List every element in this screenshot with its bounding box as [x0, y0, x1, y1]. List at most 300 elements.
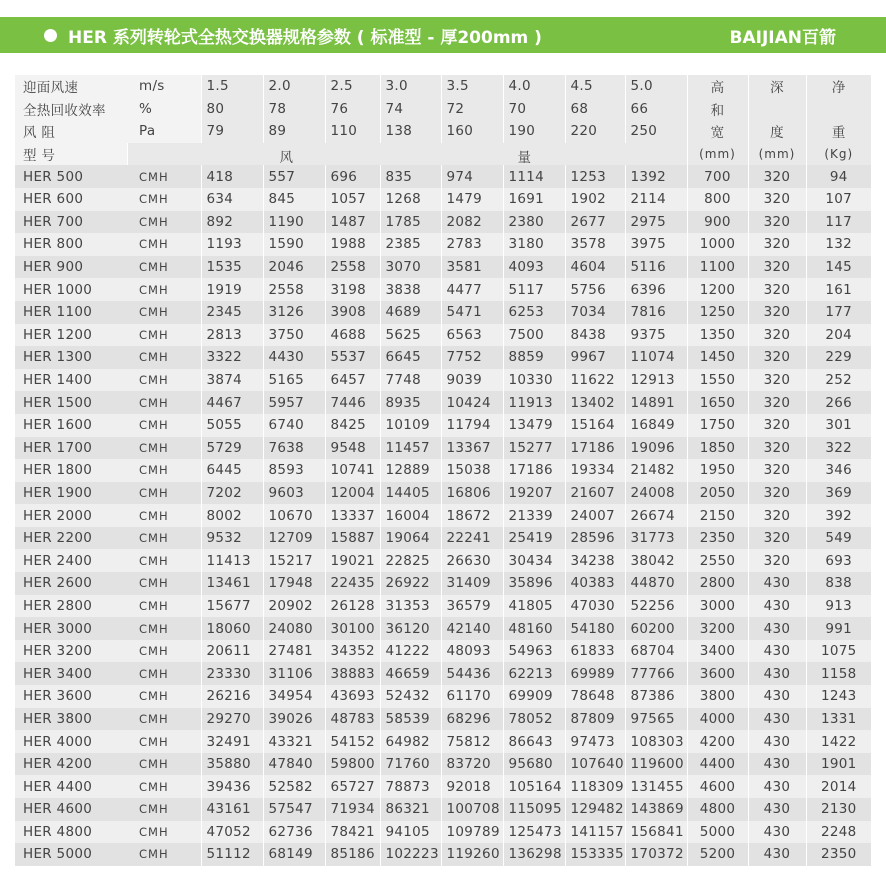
unit-cell: CMH: [127, 617, 201, 640]
airflow-cell: 1190: [263, 211, 325, 234]
unit-cell: CMH: [127, 504, 201, 527]
airflow-cell: 48160: [503, 617, 565, 640]
airflow-cell: 845: [263, 188, 325, 211]
airflow-cell: 2975: [625, 211, 687, 234]
weight-cell: 161: [806, 278, 871, 301]
depth-header: [748, 98, 806, 121]
airflow-cell: 22825: [380, 549, 441, 572]
airflow-cell: 6645: [380, 346, 441, 369]
unit-cell: CMH: [127, 549, 201, 572]
airflow-cell: 141157: [565, 821, 625, 844]
airflow-cell: 6253: [503, 301, 565, 324]
weight-header: 净: [806, 75, 871, 98]
airflow-cell: 34352: [325, 640, 380, 663]
airflow-cell: 8859: [503, 346, 565, 369]
width-cell: 3600: [687, 662, 748, 685]
depth-cell: 320: [748, 391, 806, 414]
airflow-cell: 19096: [625, 437, 687, 460]
model-cell: HER 1600: [15, 414, 127, 437]
airflow-cell: 34954: [263, 685, 325, 708]
airflow-cell: 24008: [625, 482, 687, 505]
airflow-cell: 136298: [503, 843, 565, 866]
table-row: [15, 775, 871, 798]
airflow-cell: 12913: [625, 369, 687, 392]
airflow-cell: 1691: [503, 188, 565, 211]
width-cell: 5000: [687, 821, 748, 844]
model-cell: HER 4400: [15, 775, 127, 798]
unit-cell: CMH: [127, 662, 201, 685]
airflow-cell: 3975: [625, 233, 687, 256]
depth-cell: 320: [748, 165, 806, 188]
airflow-cell: 3581: [441, 256, 503, 279]
model-cell: HER 2000: [15, 504, 127, 527]
width-cell: 4000: [687, 708, 748, 731]
table-row: [15, 685, 871, 708]
airflow-cell: 1057: [325, 188, 380, 211]
airflow-cell: 1590: [263, 233, 325, 256]
airflow-cell: 7034: [565, 301, 625, 324]
airflow-cell: 20611: [201, 640, 263, 663]
header-value: 190: [503, 120, 565, 143]
airflow-cell: 25419: [503, 527, 565, 550]
depth-cell: 430: [748, 708, 806, 731]
airflow-cell: 4093: [503, 256, 565, 279]
airflow-cell: 51112: [201, 843, 263, 866]
airflow-cell: 11913: [503, 391, 565, 414]
airflow-cell: 835: [380, 165, 441, 188]
depth-cell: 320: [748, 369, 806, 392]
airflow-cell: 3874: [201, 369, 263, 392]
airflow-cell: 1785: [380, 211, 441, 234]
airflow-cell: 71934: [325, 798, 380, 821]
airflow-cell: 11413: [201, 549, 263, 572]
airflow-cell: 5729: [201, 437, 263, 460]
width-cell: 4400: [687, 753, 748, 776]
weight-cell: 838: [806, 572, 871, 595]
table-row: [15, 211, 871, 234]
model-cell: HER 1300: [15, 346, 127, 369]
airflow-cell: 26922: [380, 572, 441, 595]
table-row: [15, 188, 871, 211]
depth-cell: 320: [748, 211, 806, 234]
weight-cell: 322: [806, 437, 871, 460]
weight-cell: 204: [806, 324, 871, 347]
unit-cell: CMH: [127, 211, 201, 234]
unit-cell: CMH: [127, 278, 201, 301]
airflow-cell: 95680: [503, 753, 565, 776]
table-row: [15, 753, 871, 776]
airflow-cell: 1479: [441, 188, 503, 211]
airflow-cell: 4467: [201, 391, 263, 414]
unit-cell: CMH: [127, 843, 201, 866]
depth-cell: 320: [748, 278, 806, 301]
model-cell: HER 500: [15, 165, 127, 188]
airflow-cell: 634: [201, 188, 263, 211]
header-value: 72: [441, 98, 503, 121]
width-cell: 900: [687, 211, 748, 234]
airflow-cell: 118309: [565, 775, 625, 798]
header-value: 76: [325, 98, 380, 121]
model-cell: HER 1000: [15, 278, 127, 301]
airflow-cell: 1392: [625, 165, 687, 188]
airflow-cell: 65727: [325, 775, 380, 798]
airflow-cell: 418: [201, 165, 263, 188]
width-cell: 2800: [687, 572, 748, 595]
airflow-cell: 696: [325, 165, 380, 188]
header-value: 4.0: [503, 75, 565, 98]
weight-cell: 2014: [806, 775, 871, 798]
weight-cell: 2130: [806, 798, 871, 821]
airflow-cell: 5756: [565, 278, 625, 301]
airflow-cell: 21339: [503, 504, 565, 527]
airflow-cell: 7500: [503, 324, 565, 347]
airflow-cell: 102223: [380, 843, 441, 866]
airflow-cell: 8593: [263, 459, 325, 482]
width-cell: 4200: [687, 730, 748, 753]
table-row: [15, 346, 871, 369]
airflow-cell: 39436: [201, 775, 263, 798]
model-cell: HER 700: [15, 211, 127, 234]
airflow-cell: 6445: [201, 459, 263, 482]
table-row: [15, 256, 871, 279]
airflow-cell: 38883: [325, 662, 380, 685]
depth-header: 深: [748, 75, 806, 98]
width-cell: 2350: [687, 527, 748, 550]
model-header: 型 号: [15, 143, 127, 166]
page-title: HER 系列转轮式全热交换器规格参数 ( 标准型 - 厚200mm ): [68, 28, 542, 48]
unit-cell: CMH: [127, 640, 201, 663]
model-cell: HER 4000: [15, 730, 127, 753]
model-cell: HER 2600: [15, 572, 127, 595]
table-row: [15, 233, 871, 256]
header-value: 3.5: [441, 75, 503, 98]
header-unit: Pa: [127, 120, 201, 143]
table-row: [15, 527, 871, 550]
airflow-cell: 26128: [325, 595, 380, 618]
airflow-cell: 48093: [441, 640, 503, 663]
table-row: [15, 730, 871, 753]
airflow-cell: 170372: [625, 843, 687, 866]
airflow-cell: 4689: [380, 301, 441, 324]
width-cell: 1550: [687, 369, 748, 392]
unit-cell: CMH: [127, 482, 201, 505]
width-header: 宽: [687, 120, 748, 143]
weight-cell: 2350: [806, 843, 871, 866]
weight-cell: 392: [806, 504, 871, 527]
airflow-cell: 3750: [263, 324, 325, 347]
header-label: 全热回收效率: [15, 98, 127, 121]
depth-header: 度: [748, 120, 806, 143]
airflow-cell: 5055: [201, 414, 263, 437]
depth-cell: 430: [748, 572, 806, 595]
airflow-cell: 7446: [325, 391, 380, 414]
unit-cell: CMH: [127, 821, 201, 844]
airflow-cell: 78052: [503, 708, 565, 731]
table-row: [15, 369, 871, 392]
airflow-cell: 1535: [201, 256, 263, 279]
model-cell: HER 3400: [15, 662, 127, 685]
table-row: [15, 843, 871, 866]
weight-cell: 94: [806, 165, 871, 188]
airflow-cell: 156841: [625, 821, 687, 844]
unit-cell: CMH: [127, 346, 201, 369]
table-row: [15, 278, 871, 301]
airflow-cell: 87386: [625, 685, 687, 708]
header-value: 1.5: [201, 75, 263, 98]
airflow-cell: 43321: [263, 730, 325, 753]
airflow-cell: 2677: [565, 211, 625, 234]
model-cell: HER 2800: [15, 595, 127, 618]
model-cell: HER 600: [15, 188, 127, 211]
depth-cell: 320: [748, 324, 806, 347]
airflow-cell: 16849: [625, 414, 687, 437]
airflow-cell: 2046: [263, 256, 325, 279]
airflow-cell: 21607: [565, 482, 625, 505]
header-value: 74: [380, 98, 441, 121]
airflow-cell: 6563: [441, 324, 503, 347]
airflow-cell: 64982: [380, 730, 441, 753]
model-cell: HER 4600: [15, 798, 127, 821]
airflow-cell: 85186: [325, 843, 380, 866]
airflow-cell: 2114: [625, 188, 687, 211]
airflow-cell: 4430: [263, 346, 325, 369]
airflow-cell: 46659: [380, 662, 441, 685]
width-cell: 5200: [687, 843, 748, 866]
airflow-cell: 14405: [380, 482, 441, 505]
width-header: 高: [687, 75, 748, 98]
airflow-cell: 68296: [441, 708, 503, 731]
model-cell: HER 1900: [15, 482, 127, 505]
airflow-cell: 12709: [263, 527, 325, 550]
airflow-cell: 5165: [263, 369, 325, 392]
unit-cell: CMH: [127, 595, 201, 618]
model-cell: HER 4800: [15, 821, 127, 844]
airflow-cell: 48783: [325, 708, 380, 731]
table-row: [15, 459, 871, 482]
weight-cell: 1158: [806, 662, 871, 685]
header-value: 2.0: [263, 75, 325, 98]
airflow-cell: 31353: [380, 595, 441, 618]
airflow-cell: 15164: [565, 414, 625, 437]
airflow-cell: 119600: [625, 753, 687, 776]
airflow-cell: 12889: [380, 459, 441, 482]
airflow-cell: 6740: [263, 414, 325, 437]
airflow-cell: 15277: [503, 437, 565, 460]
airflow-cell: 131455: [625, 775, 687, 798]
airflow-cell: 26630: [441, 549, 503, 572]
airflow-cell: 10109: [380, 414, 441, 437]
depth-cell: 320: [748, 437, 806, 460]
airflow-cell: 44870: [625, 572, 687, 595]
depth-cell: 320: [748, 482, 806, 505]
airflow-cell: 143869: [625, 798, 687, 821]
airflow-cell: 974: [441, 165, 503, 188]
airflow-cell: 11457: [380, 437, 441, 460]
airflow-cell: 31409: [441, 572, 503, 595]
airflow-cell: 20902: [263, 595, 325, 618]
airflow-cell: 16004: [380, 504, 441, 527]
unit-cell: CMH: [127, 527, 201, 550]
airflow-cell: 19021: [325, 549, 380, 572]
airflow-cell: 35896: [503, 572, 565, 595]
table-row: [15, 821, 871, 844]
airflow-cell: 13367: [441, 437, 503, 460]
airflow-cell: 3126: [263, 301, 325, 324]
airflow-cell: 97473: [565, 730, 625, 753]
unit-cell: CMH: [127, 369, 201, 392]
bullet-dot-icon: [44, 29, 57, 42]
unit-cell: CMH: [127, 572, 201, 595]
weight-cell: 117: [806, 211, 871, 234]
airflow-cell: 6457: [325, 369, 380, 392]
unit-cell: CMH: [127, 324, 201, 347]
model-cell: HER 3600: [15, 685, 127, 708]
airflow-cell: 32491: [201, 730, 263, 753]
depth-cell: 430: [748, 798, 806, 821]
depth-cell: 430: [748, 685, 806, 708]
weight-cell: 301: [806, 414, 871, 437]
airflow-cell: 5957: [263, 391, 325, 414]
airflow-cell: 9532: [201, 527, 263, 550]
model-cell: HER 1800: [15, 459, 127, 482]
table-row: [15, 482, 871, 505]
airflow-cell: 59800: [325, 753, 380, 776]
airflow-cell: 68149: [263, 843, 325, 866]
airflow-cell: 7816: [625, 301, 687, 324]
airflow-cell: 27481: [263, 640, 325, 663]
airflow-cell: 62736: [263, 821, 325, 844]
airflow-cell: 78648: [565, 685, 625, 708]
airflow-cell: 18060: [201, 617, 263, 640]
airflow-cell: 4688: [325, 324, 380, 347]
header-value: 70: [503, 98, 565, 121]
airflow-cell: 1988: [325, 233, 380, 256]
table-row: [15, 165, 871, 188]
airflow-cell: 3070: [380, 256, 441, 279]
header-value: 78: [263, 98, 325, 121]
weight-cell: 229: [806, 346, 871, 369]
width-cell: 3200: [687, 617, 748, 640]
table-row: [15, 617, 871, 640]
airflow-cell: 86321: [380, 798, 441, 821]
header-value: 80: [201, 98, 263, 121]
width-cell: 4600: [687, 775, 748, 798]
weight-cell: 1422: [806, 730, 871, 753]
airflow-cell: 1268: [380, 188, 441, 211]
width-cell: 1650: [687, 391, 748, 414]
depth-cell: 430: [748, 753, 806, 776]
airflow-cell: 40383: [565, 572, 625, 595]
airflow-cell: 105164: [503, 775, 565, 798]
model-cell: HER 2200: [15, 527, 127, 550]
depth-cell: 430: [748, 617, 806, 640]
weight-cell: 1331: [806, 708, 871, 731]
airflow-cell: 30434: [503, 549, 565, 572]
airflow-cell: 8002: [201, 504, 263, 527]
width-cell: 3000: [687, 595, 748, 618]
airflow-cell: 78873: [380, 775, 441, 798]
airflow-cell: 13479: [503, 414, 565, 437]
depth-cell: 320: [748, 549, 806, 572]
width-cell: 4800: [687, 798, 748, 821]
airflow-cell: 2558: [325, 256, 380, 279]
airflow-cell: 7752: [441, 346, 503, 369]
width-header: 和: [687, 98, 748, 121]
airflow-cell: 4477: [441, 278, 503, 301]
header-row: [15, 98, 871, 121]
header-value: 250: [625, 120, 687, 143]
depth-cell: 320: [748, 256, 806, 279]
airflow-cell: 557: [263, 165, 325, 188]
airflow-cell: 69909: [503, 685, 565, 708]
airflow-cell: 31106: [263, 662, 325, 685]
airflow-cell: 38042: [625, 549, 687, 572]
airflow-cell: 3578: [565, 233, 625, 256]
airflow-cell: 3838: [380, 278, 441, 301]
header-value: 3.0: [380, 75, 441, 98]
width-cell: 1750: [687, 414, 748, 437]
model-cell: HER 1200: [15, 324, 127, 347]
model-cell: HER 2400: [15, 549, 127, 572]
airflow-cell: 10424: [441, 391, 503, 414]
table-row: [15, 549, 871, 572]
airflow-cell: 30100: [325, 617, 380, 640]
airflow-cell: 97565: [625, 708, 687, 731]
weight-cell: 107: [806, 188, 871, 211]
weight-cell: 1901: [806, 753, 871, 776]
unit-cell: CMH: [127, 685, 201, 708]
airflow-cell: 7638: [263, 437, 325, 460]
table-row: [15, 437, 871, 460]
depth-cell: 320: [748, 414, 806, 437]
width-cell: 3800: [687, 685, 748, 708]
airflow-cell: 19064: [380, 527, 441, 550]
airflow-cell: 28596: [565, 527, 625, 550]
airflow-cell: 22241: [441, 527, 503, 550]
airflow-cell: 15038: [441, 459, 503, 482]
width-cell: 3400: [687, 640, 748, 663]
depth-cell: 320: [748, 527, 806, 550]
airflow-cell: 9548: [325, 437, 380, 460]
weight-cell: 132: [806, 233, 871, 256]
table-row: [15, 504, 871, 527]
airflow-cell: 6396: [625, 278, 687, 301]
airflow-cell: 4604: [565, 256, 625, 279]
model-cell: HER 1500: [15, 391, 127, 414]
width-cell: 1200: [687, 278, 748, 301]
airflow-cell: 47052: [201, 821, 263, 844]
unit-cell: CMH: [127, 256, 201, 279]
model-cell: HER 1100: [15, 301, 127, 324]
airflow-cell: 8438: [565, 324, 625, 347]
airflow-cell: 10741: [325, 459, 380, 482]
airflow-cell: 1902: [565, 188, 625, 211]
airflow-cell: 92018: [441, 775, 503, 798]
airflow-cell: 11794: [441, 414, 503, 437]
header-value: 89: [263, 120, 325, 143]
airflow-cell: 3180: [503, 233, 565, 256]
airflow-cell: 34238: [565, 549, 625, 572]
unit-cell: CMH: [127, 414, 201, 437]
airflow-cell: 19334: [565, 459, 625, 482]
airflow-cell: 69989: [565, 662, 625, 685]
depth-cell: 430: [748, 595, 806, 618]
unit-cell: CMH: [127, 233, 201, 256]
depth-cell: 320: [748, 233, 806, 256]
spec-table: [15, 75, 871, 866]
airflow-cell: 9603: [263, 482, 325, 505]
header-value: 220: [565, 120, 625, 143]
